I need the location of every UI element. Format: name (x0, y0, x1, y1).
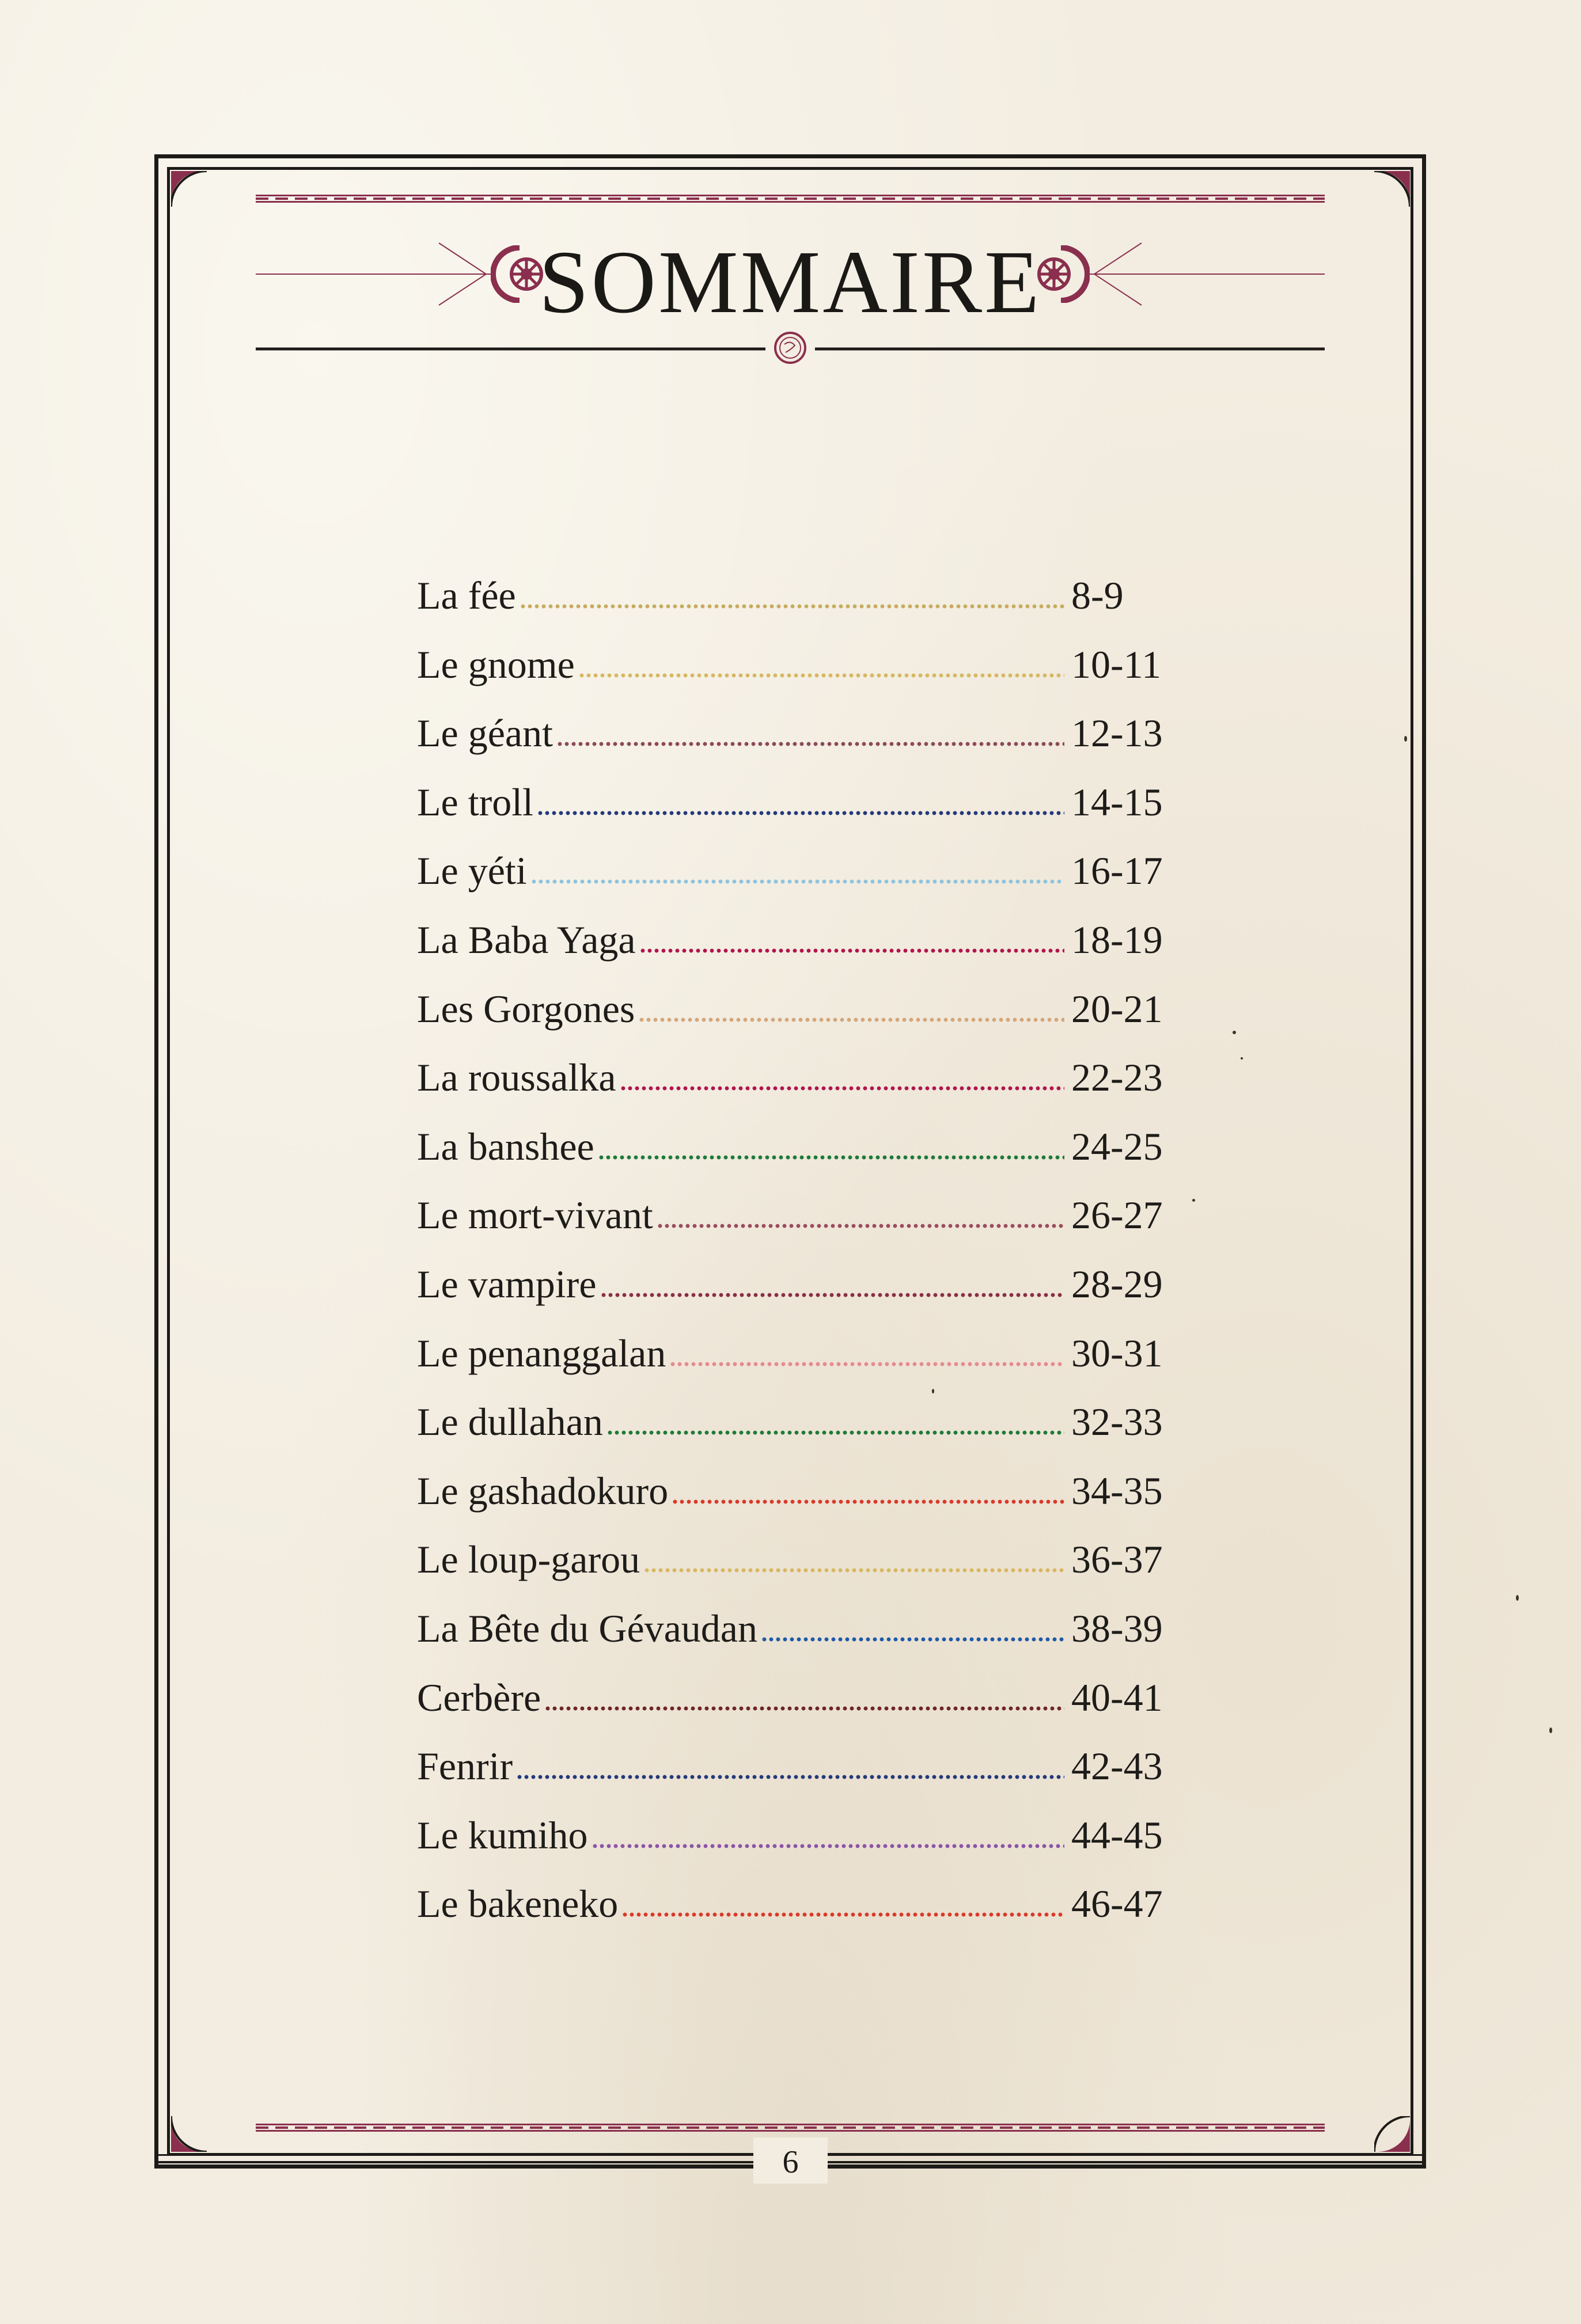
paper-speck (1241, 1057, 1243, 1060)
toc-dot-leader (621, 1086, 1064, 1091)
toc-entry[interactable] (417, 1664, 1166, 1733)
toc-dot-leader (521, 604, 1064, 609)
toc-entry[interactable] (417, 1870, 1166, 1939)
toc-entry-title: La fée (417, 574, 516, 617)
toc-entry[interactable] (417, 1594, 1166, 1664)
toc-dot-leader (599, 1155, 1064, 1160)
toc-entry-pages: 18-19 (1071, 917, 1163, 962)
toc-entry[interactable] (417, 1388, 1166, 1457)
toc-entry[interactable] (417, 631, 1166, 700)
paper-speck (932, 1389, 934, 1393)
toc-entry[interactable] (417, 768, 1166, 837)
toc-dot-leader (608, 1430, 1064, 1435)
corner-top-right-icon (1374, 171, 1410, 207)
toc-entry-pages: 16-17 (1071, 849, 1163, 893)
toc-entry[interactable] (417, 699, 1166, 768)
toc-entry[interactable] (417, 1181, 1166, 1250)
toc-entry-pages: 24-25 (1071, 1124, 1163, 1168)
toc-entry-pages: 32-33 (1071, 1400, 1163, 1444)
toc-entry-pages: 10-11 (1071, 642, 1162, 686)
toc-entry-title: Les Gorgones (417, 986, 635, 1031)
toc-entry-title: La Baba Yaga (417, 917, 636, 962)
toc-dot-leader (579, 673, 1064, 678)
toc-entry-title: Le penanggalan (417, 1331, 666, 1375)
toc-entry-pages: 14-15 (1071, 780, 1163, 824)
page-number: 6 (782, 2144, 799, 2180)
toc-entry-pages: 12-13 (1071, 711, 1163, 755)
toc-dot-leader (762, 1637, 1064, 1642)
corner-top-left-icon (171, 171, 207, 207)
paper-speck (1404, 736, 1407, 742)
toc-dot-leader (517, 1775, 1064, 1779)
toc-entry-title: Le yéti (417, 849, 527, 893)
toc-dot-leader (673, 1499, 1064, 1504)
toc-entry-pages: 44-45 (1071, 1813, 1163, 1857)
toc-entry-pages: 36-37 (1071, 1537, 1163, 1582)
toc-entry[interactable] (417, 975, 1166, 1044)
toc-entry-pages: 30-31 (1071, 1331, 1163, 1375)
toc-entry-title: Le bakeneko (417, 1882, 619, 1926)
toc-entry[interactable] (417, 906, 1166, 975)
toc-dot-leader (545, 1706, 1064, 1711)
toc-entry-title: La Bête du Gévaudan (417, 1606, 757, 1650)
toc-entry-pages: 38-39 (1071, 1606, 1163, 1650)
title-block (256, 219, 1325, 369)
toc-dot-leader (640, 948, 1064, 953)
toc-entry-title: Le kumiho (417, 1813, 588, 1857)
toc-entry-pages: 40-41 (1071, 1675, 1163, 1719)
toc-dot-leader (639, 1017, 1064, 1022)
toc-entry-pages: 20-21 (1071, 986, 1163, 1031)
toc-dot-leader (623, 1912, 1064, 1917)
toc-dot-leader (601, 1293, 1064, 1297)
paper-speck (1516, 1595, 1519, 1601)
toc-entry[interactable] (417, 1457, 1166, 1526)
top-dashed-band (256, 195, 1325, 203)
page-title: SOMMAIRE (539, 232, 1042, 332)
toc-entry-pages: 8-9 (1071, 574, 1124, 617)
toc-entry[interactable] (417, 1525, 1166, 1594)
toc-entry-title: Le gashadokuro (417, 1468, 669, 1513)
toc-entry-title: La banshee (417, 1124, 594, 1168)
toc-dot-leader (532, 879, 1064, 884)
toc-dot-leader (538, 811, 1064, 815)
toc-dot-leader (658, 1224, 1064, 1228)
toc-entry[interactable] (417, 1319, 1166, 1388)
toc-dot-leader (558, 742, 1064, 746)
toc-dot-leader (644, 1568, 1064, 1573)
toc-entry[interactable] (417, 561, 1166, 631)
toc-entry-pages: 46-47 (1071, 1882, 1163, 1926)
toc-entry-title: Le gnome (417, 642, 575, 686)
table-of-contents (417, 561, 1166, 1939)
toc-entry-title: Fenrir (417, 1744, 513, 1788)
toc-entry-title: Le dullahan (417, 1400, 603, 1444)
toc-entry-title: Le géant (417, 711, 553, 755)
toc-entry-title: Le vampire (417, 1262, 597, 1306)
bottom-dashed-band (256, 2124, 1325, 2132)
paper-speck (1192, 1199, 1195, 1202)
toc-dot-leader (670, 1362, 1064, 1366)
toc-entry-title: Le loup-garou (417, 1537, 640, 1582)
toc-entry-pages: 26-27 (1071, 1193, 1163, 1237)
toc-dot-leader (593, 1844, 1064, 1848)
toc-entry-pages: 42-43 (1071, 1744, 1163, 1788)
toc-entry-title: Cerbère (417, 1675, 541, 1719)
toc-entry[interactable] (417, 1250, 1166, 1319)
toc-entry-pages: 34-35 (1071, 1468, 1163, 1513)
toc-entry-title: Le mort-vivant (417, 1193, 653, 1237)
toc-entry[interactable] (417, 1043, 1166, 1112)
toc-entry[interactable] (417, 1732, 1166, 1801)
paper-speck (1233, 1031, 1236, 1034)
toc-entry-title: Le troll (417, 780, 534, 824)
toc-entry[interactable] (417, 1112, 1166, 1182)
toc-entry[interactable] (417, 837, 1166, 906)
toc-entry[interactable] (417, 1801, 1166, 1870)
toc-entry-pages: 22-23 (1071, 1055, 1163, 1100)
paper-speck (1549, 1727, 1552, 1733)
toc-entry-pages: 28-29 (1071, 1262, 1163, 1306)
medallion-icon (773, 331, 807, 365)
toc-entry-title: La roussalka (417, 1055, 616, 1100)
